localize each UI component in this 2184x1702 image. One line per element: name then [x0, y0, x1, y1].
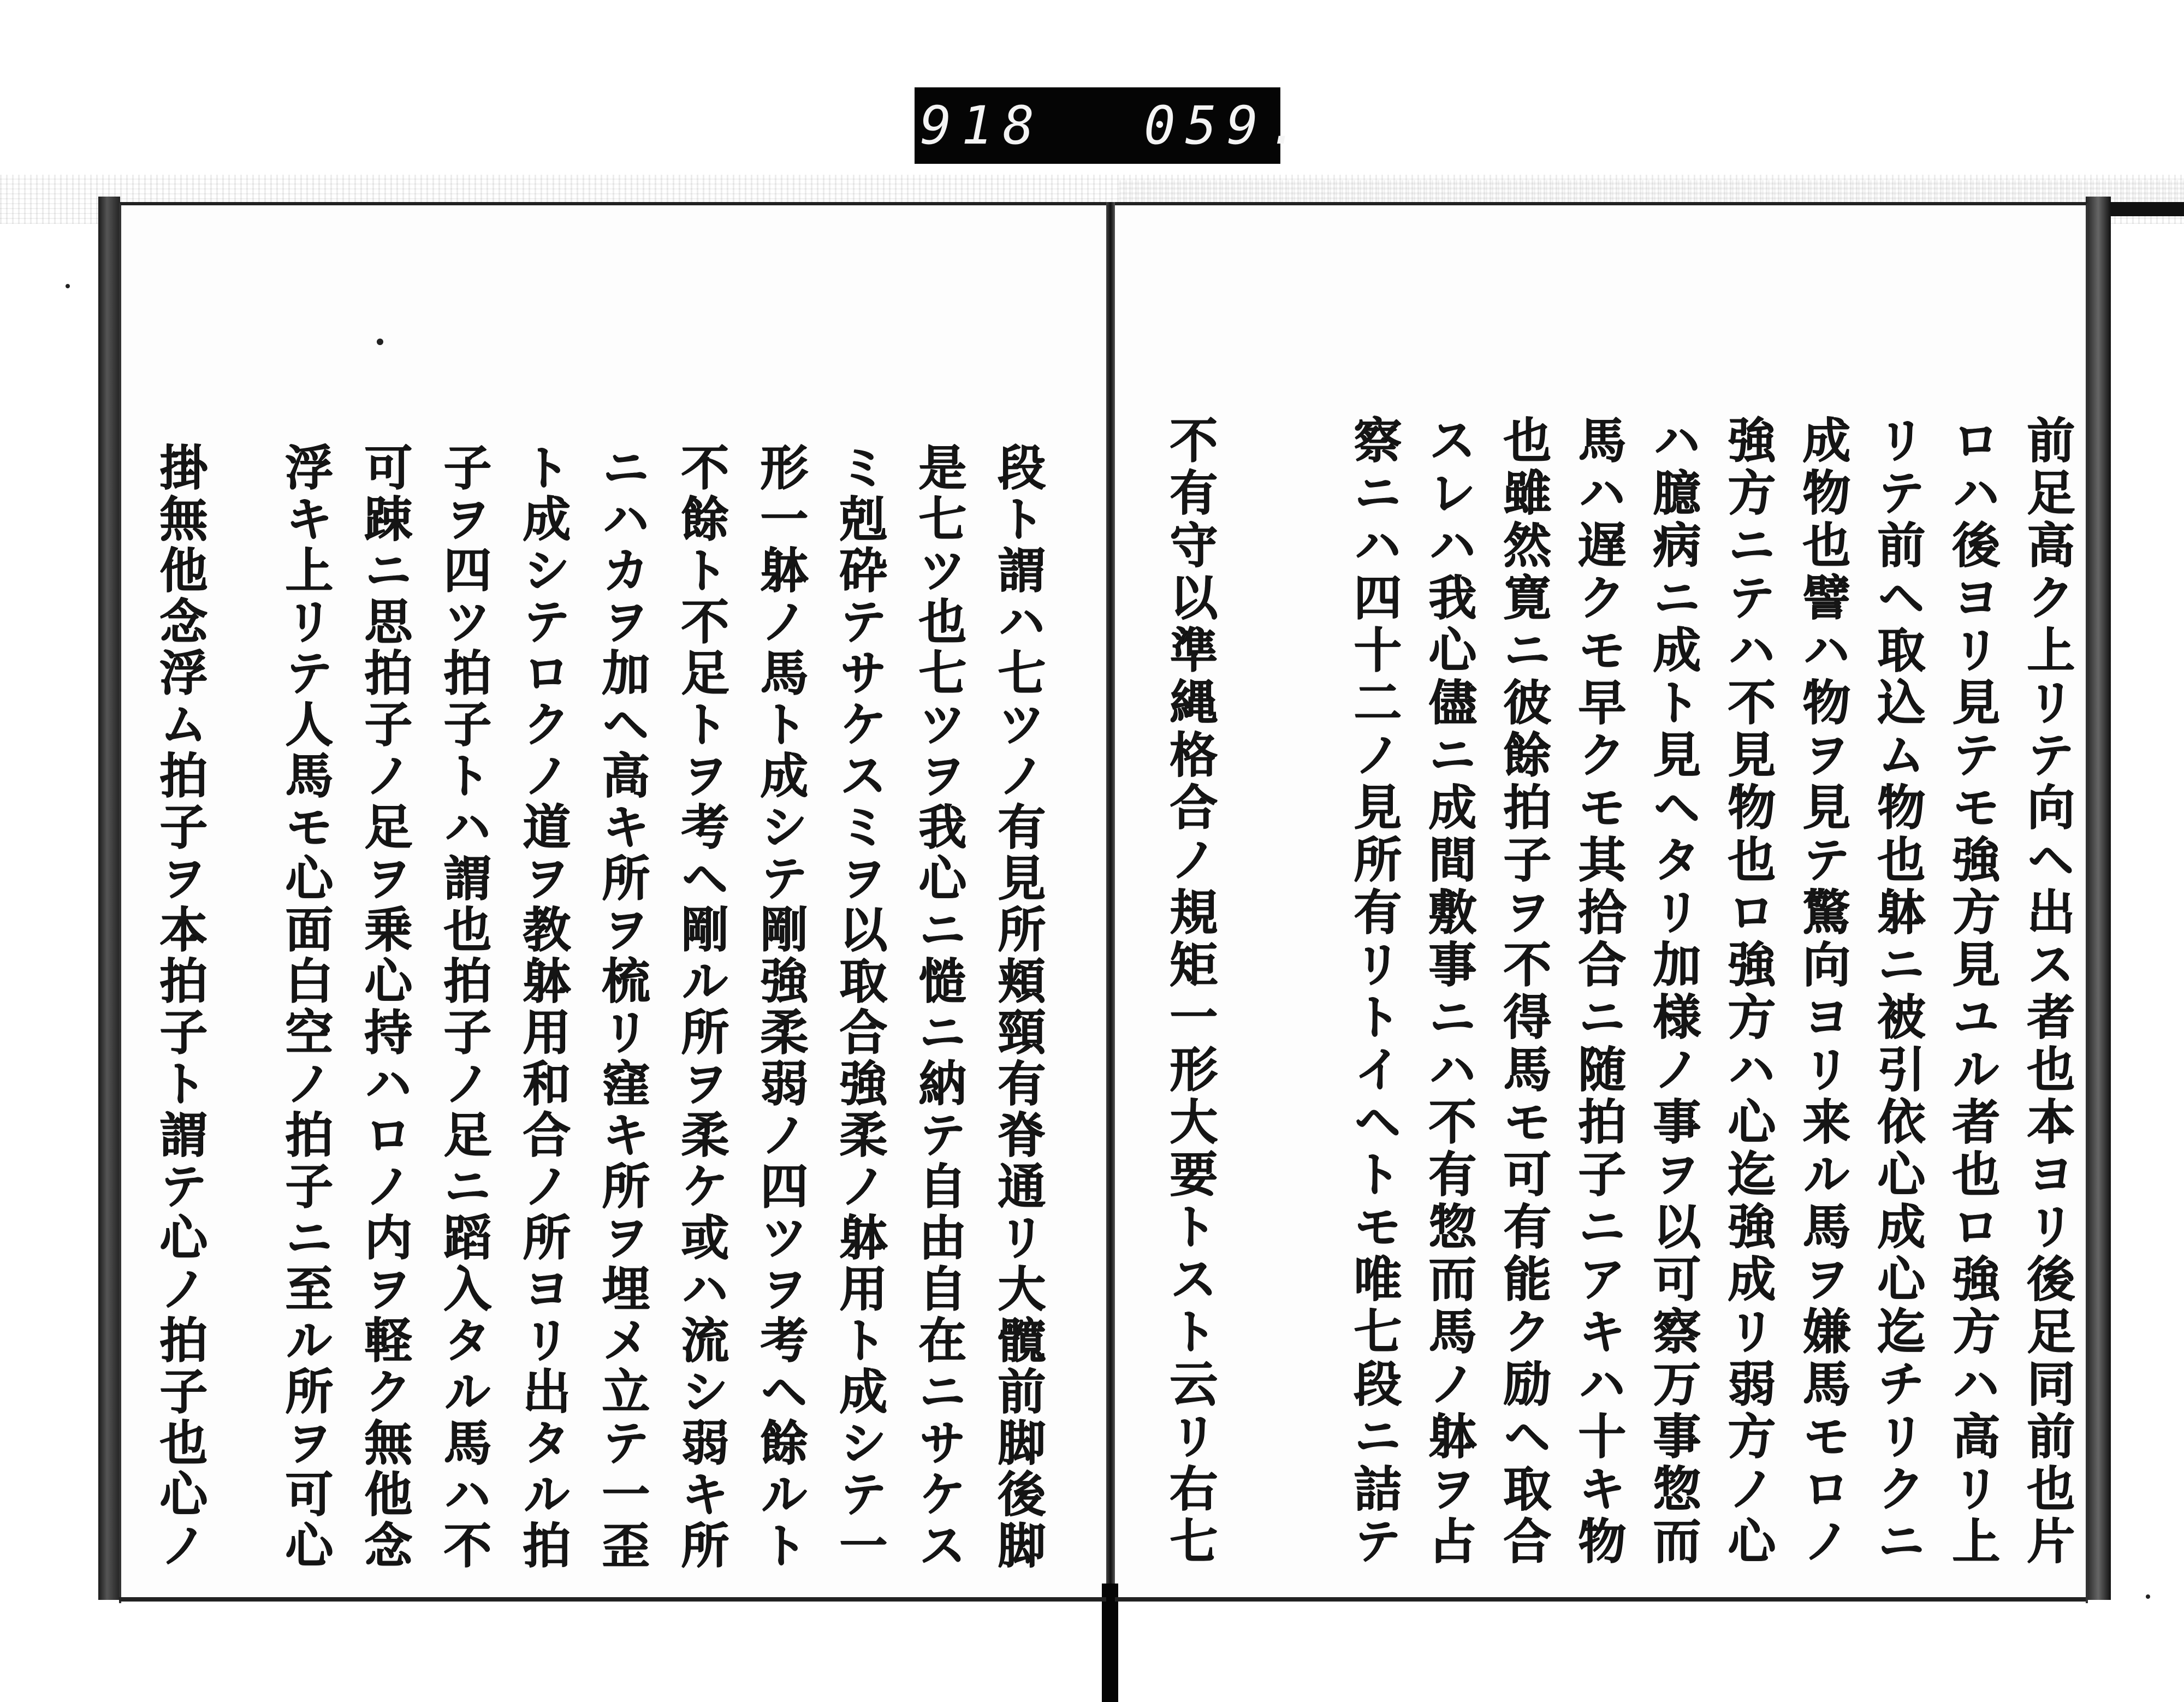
reel-number: 918 — [920, 95, 1044, 156]
frame-number-label — [915, 87, 1310, 164]
left-page-column-11: 掛無他念浮ム拍子ヲ本拍子ト謂テ心ノ拍子也心ノ — [152, 442, 209, 1571]
right-page-column-2: ロハ後ヨリ見テモ強方見ユル者也ロ強方ハ高リ上 — [1944, 415, 2001, 1568]
left-page-column-9: 可踈ニ思拍子ノ足ヲ乗心持ハロノ内ヲ軽ク無他念 — [357, 442, 413, 1571]
book-gutter — [1106, 202, 1115, 1702]
right-page-bottom-edge — [1115, 1597, 2086, 1602]
frame-number: 059. — [1144, 95, 1310, 156]
ink-speck — [2146, 1594, 2150, 1599]
book-left-edge — [98, 197, 120, 1600]
right-page-column-10: 察ニハ四十二ノ見所有リトイヘトモ唯七段ニ詰テ — [1346, 415, 1403, 1568]
ink-speck — [377, 339, 383, 345]
left-page-column-3: ミ剋砕テサケスミヲ以取合強柔ノ躰用ト成シテ一 — [832, 442, 888, 1571]
right-page-column-4: 成物也譬ハ物ヲ見テ驚向ヨリ来ル馬ヲ嫌馬モロノ — [1795, 415, 1851, 1568]
right-page-column-1: 前足高ク上リテ向ヘ出ス者也本ヨリ後足同前也片 — [2019, 415, 2076, 1568]
left-page-column-8: 子ヲ四ツ拍子トハ謂也拍子ノ足ニ蹈入タル馬ハ不 — [436, 442, 492, 1571]
left-page-bottom-edge — [119, 1597, 1106, 1602]
left-page-column-4: 形一躰ノ馬ト成シテ剛強柔弱ノ四ツヲ考ヘ餘ルト — [752, 442, 809, 1571]
right-page-column-11: 不有守以準縄格合ノ規矩一形大要トスト云リ右七 — [1162, 415, 1219, 1568]
book-right-edge — [2086, 197, 2111, 1600]
book-right-tab — [2111, 202, 2184, 216]
left-page-column-5: 不餘ト不足トヲ考ヘ剛ル所ヲ柔ケ或ハ流シ弱キ所 — [673, 442, 730, 1571]
right-page-column-7: 馬ハ遅クモ早クモ其拾合ニ随拍子ニアキハ十キ物 — [1570, 415, 1627, 1568]
right-page-column-9: スレハ我心儘ニ成間敷事ニハ不有惣而馬ノ躰ヲ占 — [1421, 415, 1477, 1568]
right-page-column-3: リテ前ヘ取込ム物也躰ニ被引依心成心迄チリクニ — [1870, 415, 1926, 1568]
right-page-column-8: 也雖然寛ニ彼餘拍子ヲ不得馬モ可有能ク励ヘ取合 — [1495, 415, 1552, 1568]
left-page-column-6: ニハカヲ加ヘ高キ所ヲ梳リ窪キ所ヲ埋メ立テ一歪 — [594, 442, 651, 1571]
left-page-column-2: 是七ツ也七ツヲ我心ニ慥ニ納テ自由自在ニサケス — [911, 442, 968, 1571]
right-page-column-6: ハ臆病ニ成ト見ヘタリ加様ノ事ヲ以可察万事惣而 — [1645, 415, 1702, 1568]
right-page-column-5: 強方ニテハ不見物也ロ強方ハ心迄強成リ弱方ノ心 — [1720, 415, 1777, 1568]
left-page-column-1: 段ト謂ハ七ツノ有見所頬頸有脊通リ大髖前脚後脚 — [990, 442, 1047, 1571]
left-page-column-7: ト成シテロクノ道ヲ教躰用和合ノ所ヨリ出タル拍 — [515, 442, 572, 1571]
left-page-column-10: 浮キ上リテ人馬モ心面白空ノ拍子ニ至ル所ヲ可心 — [277, 442, 334, 1571]
ink-speck — [66, 284, 70, 288]
